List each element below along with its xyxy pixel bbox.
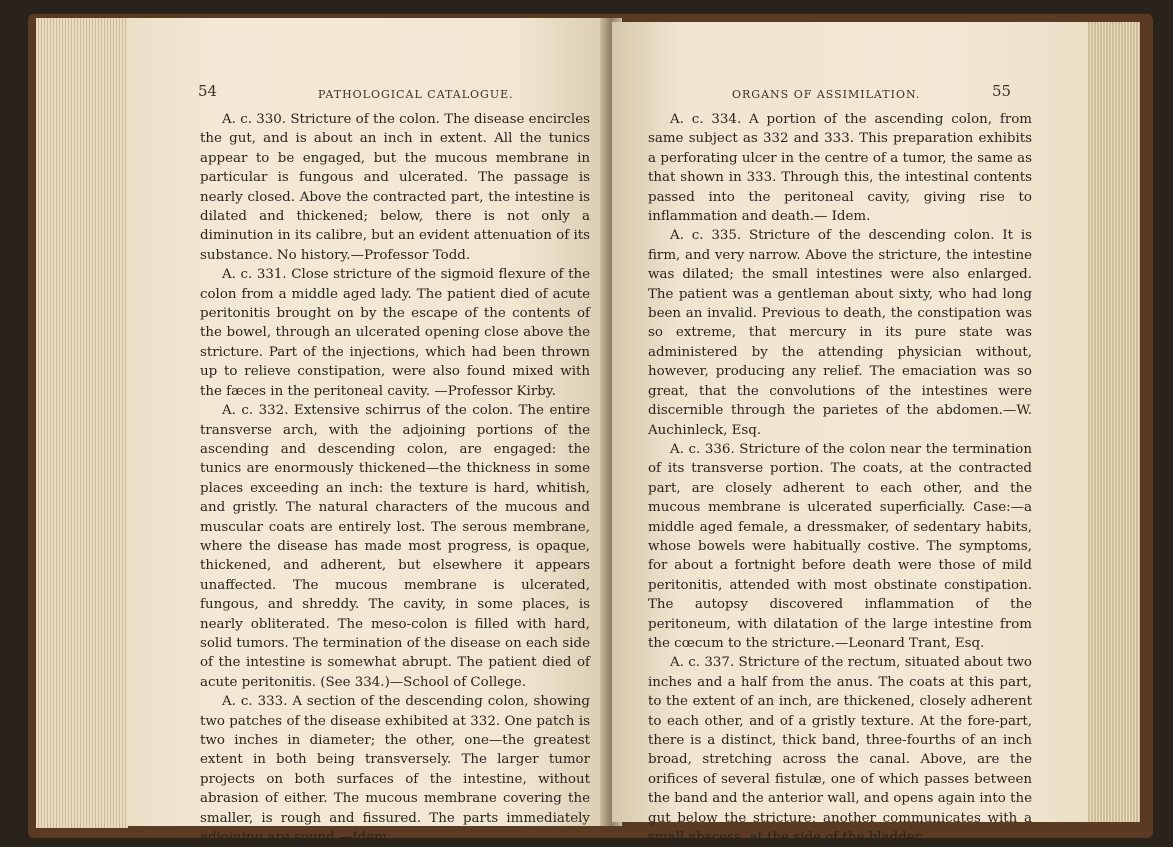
left-page	[128, 18, 610, 846]
paragraph-334: A. c. 334. A portion of the ascending colon, from same subject as 332 and 333. This preparation exhibits a perforating ulcer in the centre of a tumor, the same as that shown in 333. Through this, the intestinal contents passed into the peritoneal cavity, giving rise to inflammation and death.— Idem.	[648, 112, 1032, 225]
page-body	[200, 110, 590, 847]
paragraph-335: A. c. 335. Stricture of the descending colon. It is firm, and very narrow. Above the stricture, the intestine was dilated; the small intestines were also enlarged. The patient was a gentleman about sixty, who had long been an invalid. Previous to death, the constipation was so extreme, that mercury in its pure state was administered by the attending physician without, however, producing any relief. The emaciation was so great, that the convolutions of the intestines were discernible through the parietes of the abdomen.—W. Auchinleck, Esq.	[648, 228, 1032, 438]
running-head: ORGANS OF ASSIMILATION.	[732, 88, 921, 101]
page-number: 54	[198, 82, 218, 100]
page-edges-right	[1088, 22, 1140, 822]
running-head: PATHOLOGICAL CATALOGUE.	[318, 88, 514, 101]
paragraph-330: A. c. 330. Stricture of the colon. The disease encircles the gut, and is about an inch in extent. All the tunics appear to be engaged, but the mucous membrane in particular is fungous and ulcerated. The passage is nearly closed. Above the contracted part, the intestine is dilated and thickened; below, there is not only a diminution in its calibre, but an evident attenuation of its substance. No history.—Professor Todd.	[200, 112, 590, 263]
paragraph-333: A. c. 333. A section of the descending colon, showing two patches of the disease exhibited at 332. One patch is two inches in diameter; the other, one—the greatest extent in both being transversely. The larger tumor projects on both surfaces of the intestine, without abrasion of either. The mucous membrane covering the smaller, is rough and fissured. The parts immediately adjoining are sound.—Idem.	[200, 694, 590, 846]
paragraph-332: A. c. 332. Extensive schirrus of the colon. The entire transverse arch, with the adjoining portions of the ascending and descending colon, are engaged: the tunics are enormously thickened—the thickness in some places exceeding an inch: the texture is hard, whitish, and gristly. The natural characters of the mucous and muscular coats are entirely lost. The serous membrane, where the disease has made most progress, is opaque, thickened, and adherent, but elsewhere it appears unaffected. The mucous membrane is ulcerated, fungous, and shreddy. The cavity, in some places, is nearly obliterated. The meso-colon is filled with hard, solid tumors. The termination of the disease on each side of the intestine is somewhat abrupt. The patient died of acute peritonitis. (See 334.)—School of College.	[200, 403, 590, 690]
page-number: 55	[992, 82, 1012, 100]
paragraph-336: A. c. 336. Stricture of the colon near the termination of its transverse portion. The coats, at the contracted part, are closely adherent to each other, and the mucous membrane is ulcerated superficially. Case:—a middle aged female, a dressmaker, of sedentary habits, whose bowels were habitually costive. The symptoms, for about a fortnight before death were those of mild peritonitis, attended with most obstinate constipation. The autopsy discovered inflammation of the peritoneum, with dilatation of the large intestine from the cœcum to the stricture.—Leonard Trant, Esq.	[648, 441, 1032, 651]
page-edges-left	[36, 18, 128, 828]
right-page	[612, 22, 1088, 846]
paragraph-337: A. c. 337. Stricture of the rectum, situated about two inches and a half from the anus. The coats at this part, to the extent of an inch, are thickened, closely adherent to each other, and of a gristly texture. At the fore-part, there is a distinct, thick band, three-fourths of an inch broad, stretching across the canal. Above, are the orifices of several fistulæ, one of which passes between the band and the anterior wall, and opens again into the gut below the stricture; another communicates with a small abscess, at the side of the bladder.	[648, 655, 1032, 846]
paragraph-331: A. c. 331. Close stricture of the sigmoid flexure of the colon from a middle aged lady. The patient died of acute peritonitis brought on by the escape of the contents of the bowel, through an ulcerated opening close above the stricture. Part of the injections, which had been thrown up to relieve constipation, were also found mixed with the fæces in the peritoneal cavity. —Professor Kirby.	[200, 267, 590, 399]
page-body	[648, 110, 1032, 847]
